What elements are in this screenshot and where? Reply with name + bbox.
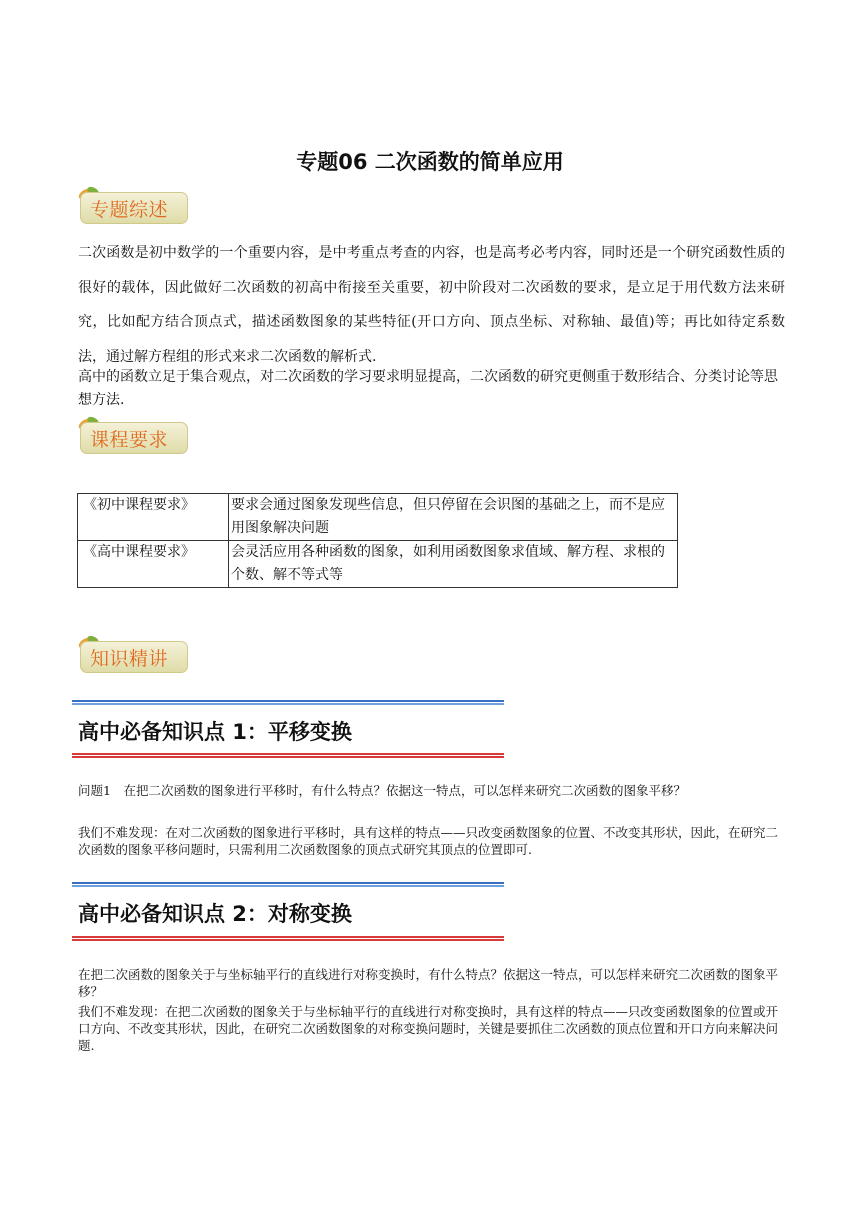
section-2-question: 在把二次函数的图象关于与坐标轴平行的直线进行对称变换时，有什么特点？依据这一特点，可以怎样来研究二次函数的图象平移？ xyxy=(78,967,779,999)
section-badge-requirements xyxy=(80,418,188,452)
section-divider-bottom xyxy=(72,936,504,941)
section-divider-top xyxy=(72,700,504,705)
badge-label: 知识精讲 xyxy=(90,648,169,670)
table-row xyxy=(78,541,678,588)
section-1-question: 问题1 在把二次函数的图象进行平移时，有什么特点？依据这一特点，可以怎样来研究二次函数的图象平移？ xyxy=(78,783,686,798)
table-cell-text: 会灵活应用各种函数的图象，如利用函数图象求值域、解方程、求根的个数、解不等式等 xyxy=(229,541,678,588)
badge-label: 专题综述 xyxy=(90,199,169,221)
section-2-title: 高中必备知识点 2：对称变换 xyxy=(78,902,352,926)
table-row xyxy=(78,494,678,541)
table-cell-label: 《初中课程要求》 xyxy=(78,494,229,541)
requirements-table xyxy=(77,493,678,588)
table-cell-text: 要求会通过图象发现些信息，但只停留在会识图的基础之上，而不是应用图象解决问题 xyxy=(229,494,678,541)
page-title: 专题06 二次函数的简单应用 xyxy=(296,150,564,174)
section-1-answer: 我们不难发现：在对二次函数的图象进行平移时，具有这样的特点——只改变函数图象的位置、不改变其形状，因此，在研究二次函数的图象平移问题时，只需利用二次函数图象的顶点式研究其顶点的位置即可. xyxy=(78,825,779,857)
section-1-title: 高中必备知识点 1：平移变换 xyxy=(78,720,352,744)
badge-label: 课程要求 xyxy=(90,429,169,451)
section-divider-top xyxy=(72,882,504,887)
section-divider-bottom xyxy=(72,753,504,758)
overview-paragraph-2: 高中的函数立足于集合观点，对二次函数的学习要求明显提高，二次函数的研究更侧重于数形结合、分类讨论等思想方法. xyxy=(78,369,778,408)
table-cell-label: 《高中课程要求》 xyxy=(78,541,229,588)
overview-paragraph-1: 二次函数是初中数学的一个重要内容，是中考重点考查的内容，也是高考必考内容，同时还是一个研究函数性质的很好的载体，因此做好二次函数的初高中衔接至关重要，初中阶段对二次函数的要求，是立足于用代数方法来研究，比如配方结合顶点式，描述函数图象的某些特征(开口方向、顶点坐标、对称轴、最值)等；再比如待定系数法，通过解方程组的形式来求二次函数的解析式. xyxy=(78,245,785,365)
section-badge-overview xyxy=(80,188,188,222)
section-badge-knowledge xyxy=(80,637,188,671)
section-2-answer: 我们不难发现：在把二次函数的图象关于与坐标轴平行的直线进行对称变换时，具有这样的特点——只改变函数图象的位置或开口方向、不改变其形状，因此，在研究二次函数图象的对称变换问题时，关键是要抓住二次函数的顶点位置和开口方向来解决问题. xyxy=(78,1004,779,1053)
